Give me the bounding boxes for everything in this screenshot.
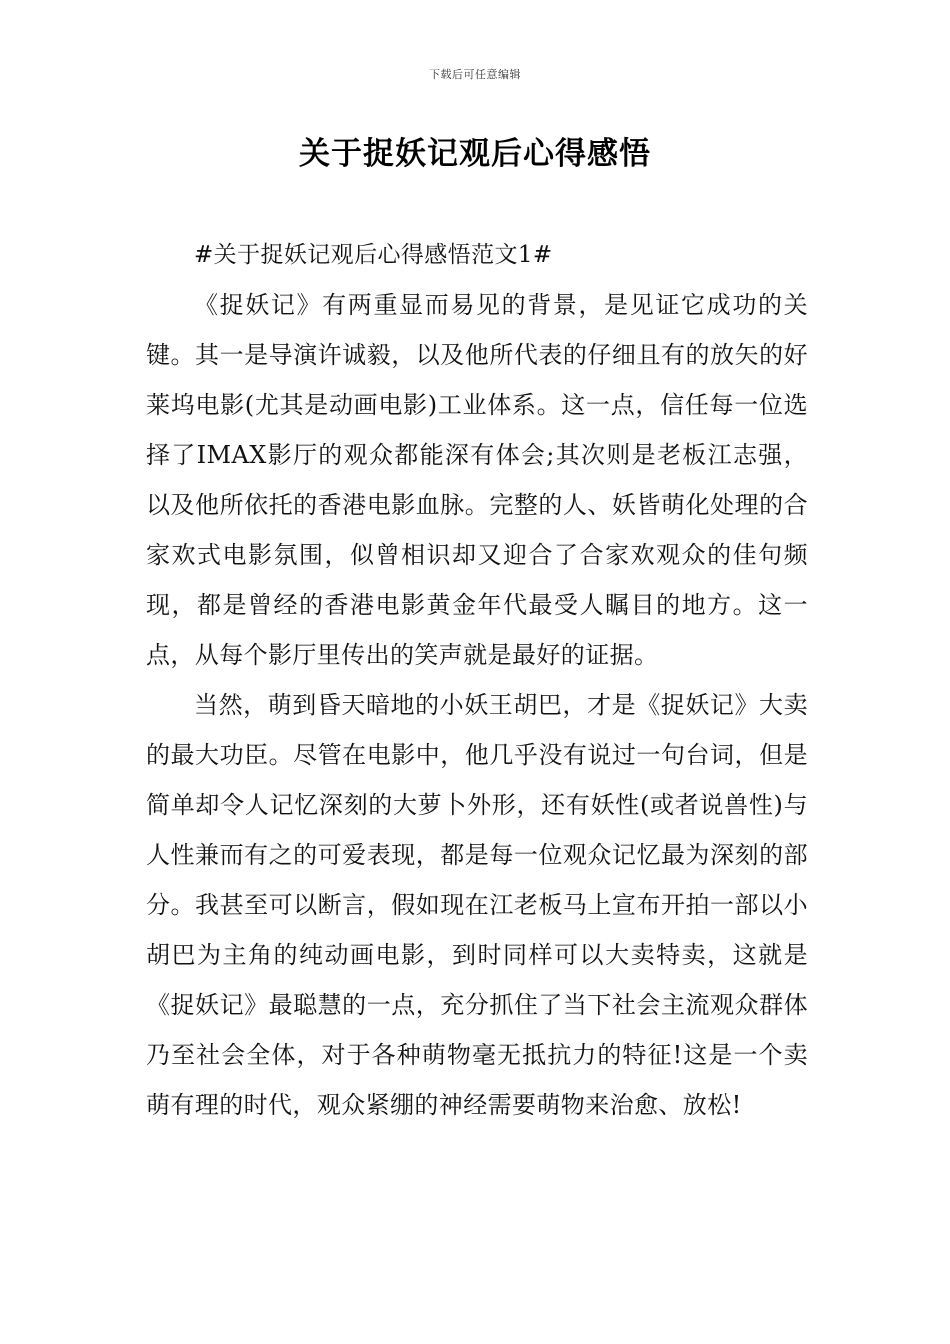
document-body	[146, 230, 808, 1130]
paragraph: 当然，萌到昏天暗地的小妖王胡巴，才是《捉妖记》大卖的最大功臣。尽管在电影中，他几乎没有说过一句台词，但是简单却令人记忆深刻的大萝卜外形，还有妖性(或者说兽性)与人性兼而有之的可爱表现，都是每一位观众记忆最为深刻的部分。我甚至可以断言，假如现在江老板马上宣布开拍一部以小胡巴为主角的纯动画电影，到时同样可以大卖特卖，这就是《捉妖记》最聪慧的一点，充分抓住了当下社会主流观众群体乃至社会全体，对于各种萌物毫无抵抗力的特征!这是一个卖萌有理的时代，观众紧绷的神经需要萌物来治愈、放松!	[146, 691, 808, 1119]
section-heading: #关于捉妖记观后心得感悟范文1#	[194, 242, 553, 268]
header-note: 下载后可任意编辑	[429, 68, 521, 81]
paragraph: 《捉妖记》有两重显而易见的背景，是见证它成功的关键。其一是导演许诚毅，以及他所代表的仔细且有的放矢的好莱坞电影(尤其是动画电影)工业体系。这一点，信任每一位选择了IMAX影厅的观众都能深有体会;其次则是老板江志强，以及他所依托的香港电影血脉。完整的人、妖皆萌化处理的合家欢式电影氛围，似曾相识却又迎合了合家欢观众的佳句频现，都是曾经的香港电影黄金年代最受人瞩目的地方。这一点，从每个影厅里传出的笑声就是最好的证据。	[146, 291, 808, 669]
document-title: 关于捉妖记观后心得感悟	[299, 136, 651, 172]
